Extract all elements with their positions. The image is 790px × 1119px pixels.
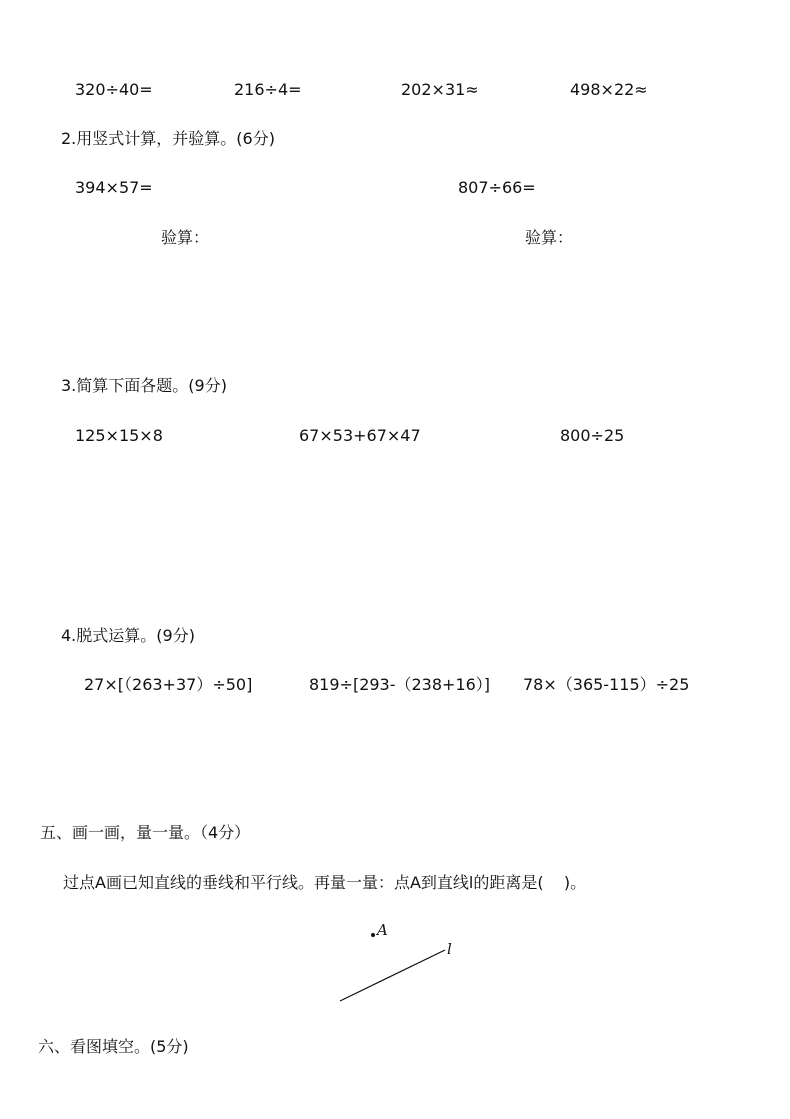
calc-item: 78×（365-115）÷25 <box>523 675 690 694</box>
calc-item: 320÷40= <box>75 80 153 99</box>
calc-item: 216÷4= <box>234 80 302 99</box>
calc-item: 807÷66= <box>458 178 536 197</box>
calc-item: 394×57= <box>75 178 153 197</box>
section-6-title: 六、看图填空。(5分) <box>38 1037 189 1056</box>
calc-item: 800÷25 <box>560 426 625 445</box>
verify-label: 验算： <box>161 228 210 247</box>
calc-item: 67×53+67×47 <box>299 426 421 445</box>
point-a-label: A <box>377 921 388 939</box>
section-5-instruction: 过点A画已知直线的垂线和平行线。再量一量：点A到直线l的距离是( )。 <box>63 873 587 892</box>
section-5-title: 五、画一画，量一量。（4分） <box>40 823 251 842</box>
question-2-title: 2.用竖式计算，并验算。(6分) <box>61 129 275 148</box>
question-3-title: 3.简算下面各题。(9分) <box>61 376 227 395</box>
calc-item: 125×15×8 <box>75 426 163 445</box>
calc-item: 498×22≈ <box>570 80 648 99</box>
calc-item: 202×31≈ <box>401 80 479 99</box>
question-4-title: 4.脱式运算。(9分) <box>61 626 195 645</box>
given-line-l <box>340 950 445 1001</box>
line-l-label: l <box>447 940 452 958</box>
calc-item: 819÷[293-（238+16）] <box>309 675 491 694</box>
verify-label: 验算： <box>525 228 574 247</box>
calc-item: 27×[（263+37）÷50] <box>84 675 253 694</box>
point-a-dot <box>371 933 375 937</box>
